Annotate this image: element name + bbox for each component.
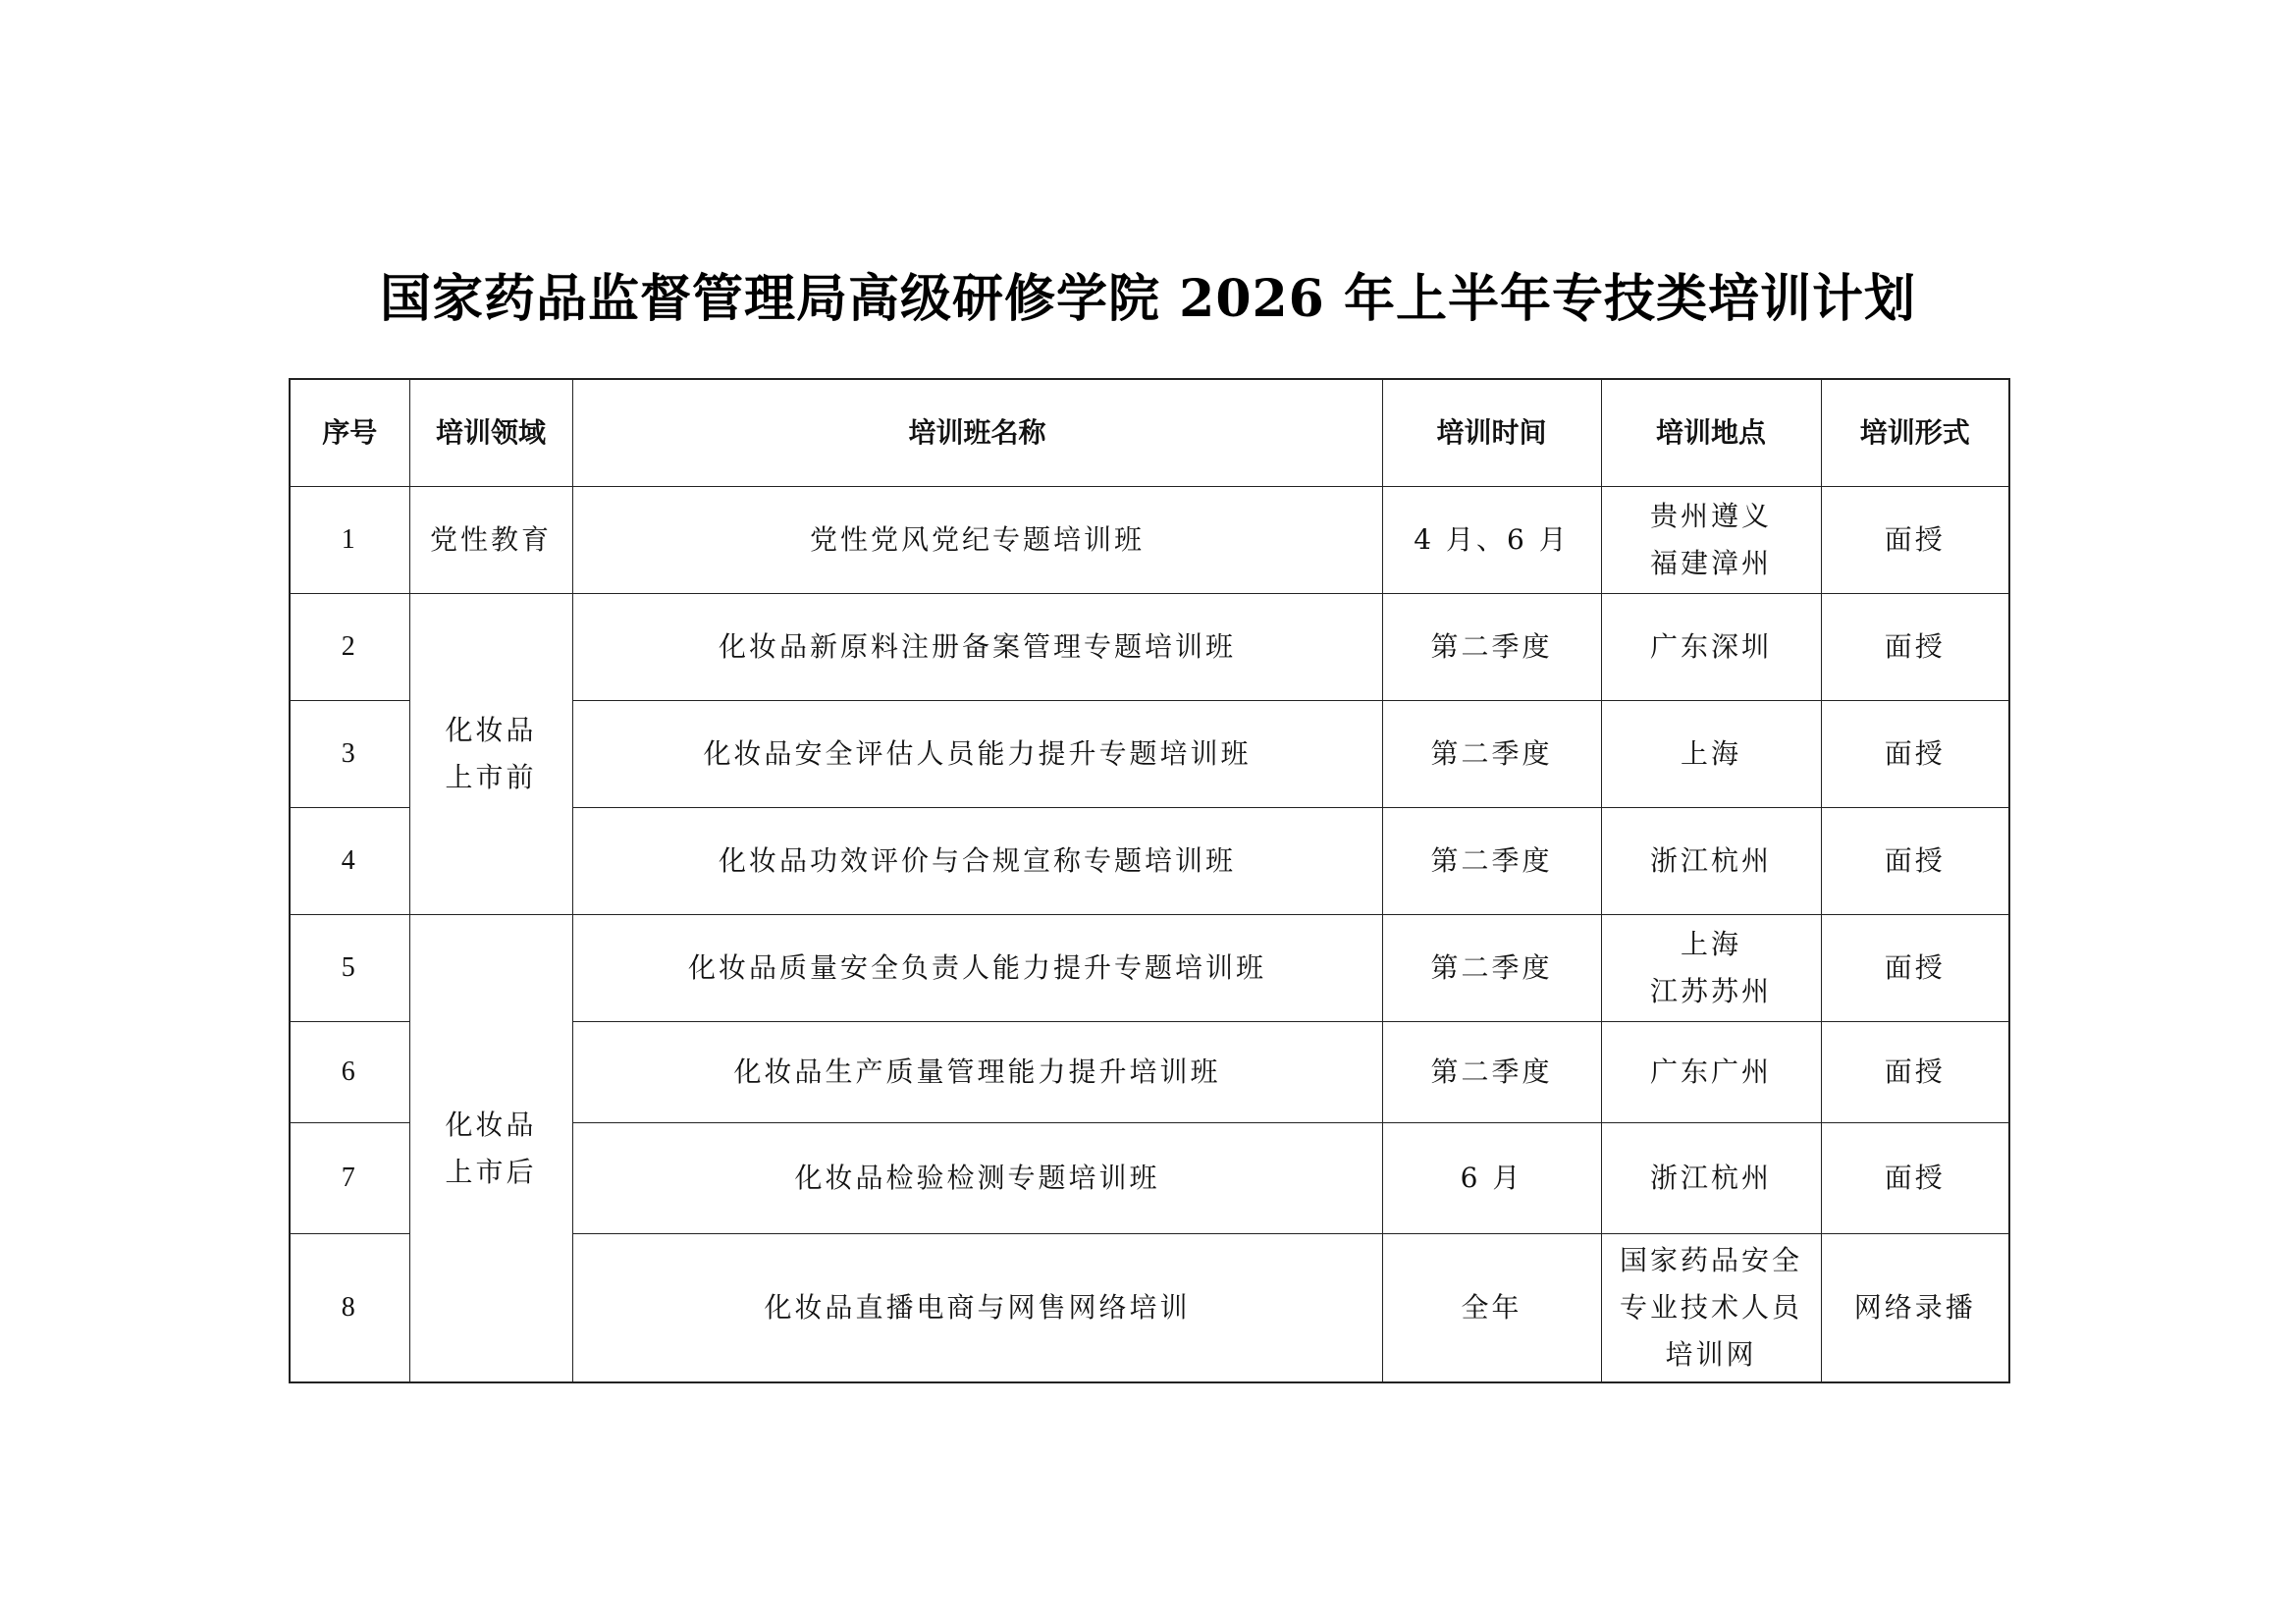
course-name: 化妆品质量安全负责人能力提升专题培训班 (572, 915, 1382, 1022)
course-time: 第二季度 (1382, 701, 1601, 808)
domain-label: 上市后 (445, 1155, 537, 1188)
domain-label: 化妆品 (445, 714, 537, 746)
course-format: 面授 (1821, 701, 2009, 808)
course-time: 全年 (1382, 1234, 1601, 1383)
row-number: 5 (290, 915, 409, 1022)
header-course-name: 培训班名称 (572, 379, 1382, 487)
row-number: 3 (290, 701, 409, 808)
course-name: 化妆品新原料注册备案管理专题培训班 (572, 594, 1382, 701)
domain-cell (409, 487, 572, 594)
domain-label: 上市前 (445, 761, 537, 793)
row-number: 8 (290, 1234, 409, 1383)
course-name: 化妆品直播电商与网售网络培训 (572, 1234, 1382, 1383)
place-line: 上海 (1680, 928, 1741, 960)
course-place (1601, 487, 1821, 594)
domain-cell (409, 594, 572, 915)
header-format: 培训形式 (1821, 379, 2009, 487)
course-time: 第二季度 (1382, 1022, 1601, 1123)
domain-label: 化妆品 (445, 1108, 537, 1141)
course-format: 面授 (1821, 487, 2009, 594)
domain-label: 党性教育 (429, 523, 552, 556)
place-line: 贵州遵义 (1649, 500, 1772, 532)
course-time: 第二季度 (1382, 808, 1601, 915)
course-time: 第二季度 (1382, 594, 1601, 701)
place-line: 培训网 (1665, 1338, 1757, 1371)
place-line: 广东深圳 (1649, 630, 1772, 663)
row-number: 2 (290, 594, 409, 701)
row-number: 1 (290, 487, 409, 594)
place-line: 福建漳州 (1649, 547, 1772, 579)
row-number: 4 (290, 808, 409, 915)
page-title: 国家药品监督管理局高级研修学院 2026 年上半年专技类培训计划 (380, 269, 1916, 329)
course-format: 面授 (1821, 808, 2009, 915)
course-place (1601, 594, 1821, 701)
header-domain: 培训领域 (409, 379, 572, 487)
course-format: 面授 (1821, 1022, 2009, 1123)
course-place (1601, 915, 1821, 1022)
table-row (290, 915, 2009, 1022)
row-number: 6 (290, 1022, 409, 1123)
course-place (1601, 1123, 1821, 1234)
course-name: 化妆品功效评价与合规宣称专题培训班 (572, 808, 1382, 915)
place-line: 广东广州 (1649, 1056, 1772, 1088)
place-line: 专业技术人员 (1619, 1291, 1802, 1324)
row-number: 7 (290, 1123, 409, 1234)
course-name: 化妆品安全评估人员能力提升专题培训班 (572, 701, 1382, 808)
training-plan-table (289, 378, 2010, 1383)
course-format: 网络录播 (1821, 1234, 2009, 1383)
course-place (1601, 1234, 1821, 1383)
place-line: 浙江杭州 (1649, 844, 1772, 877)
table-row (290, 487, 2009, 594)
course-place (1601, 1022, 1821, 1123)
course-name: 党性党风党纪专题培训班 (572, 487, 1382, 594)
course-time: 6 月 (1382, 1123, 1601, 1234)
header-place: 培训地点 (1601, 379, 1821, 487)
place-line: 国家药品安全 (1619, 1244, 1802, 1276)
course-format: 面授 (1821, 594, 2009, 701)
course-time: 4 月、6 月 (1382, 487, 1601, 594)
course-name: 化妆品检验检测专题培训班 (572, 1123, 1382, 1234)
course-place (1601, 808, 1821, 915)
header-time: 培训时间 (1382, 379, 1601, 487)
place-line: 上海 (1680, 737, 1741, 770)
course-format: 面授 (1821, 915, 2009, 1022)
course-place (1601, 701, 1821, 808)
place-line: 江苏苏州 (1649, 975, 1772, 1007)
course-time: 第二季度 (1382, 915, 1601, 1022)
domain-cell (409, 915, 572, 1383)
header-row (290, 379, 2009, 487)
course-format: 面授 (1821, 1123, 2009, 1234)
course-name: 化妆品生产质量管理能力提升培训班 (572, 1022, 1382, 1123)
header-no: 序号 (290, 379, 409, 487)
place-line: 浙江杭州 (1649, 1162, 1772, 1194)
table-row (290, 594, 2009, 701)
